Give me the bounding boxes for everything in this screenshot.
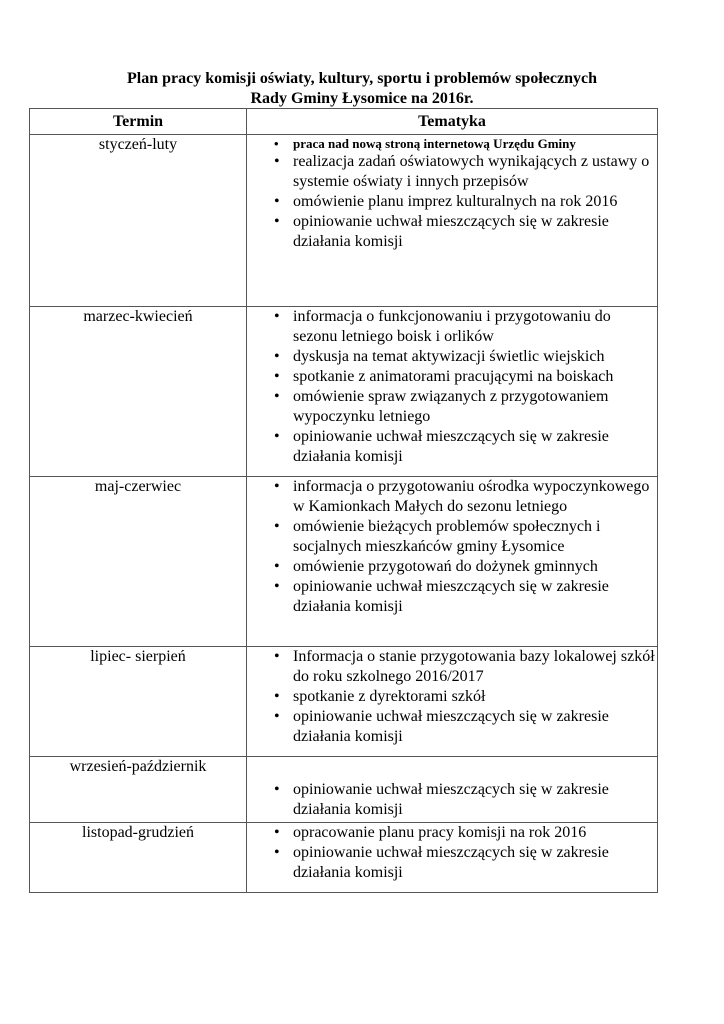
topics-cell: [247, 647, 658, 757]
topic-text: informacja o funkcjonowaniu i przygotowaniu do sezonu letniego boisk i orlików: [293, 308, 611, 345]
bullet-icon: •: [274, 348, 280, 365]
table-row: [30, 477, 658, 647]
bullet-icon: •: [274, 368, 280, 385]
topic-list: [247, 647, 657, 747]
bullet-icon: •: [274, 153, 280, 170]
table-row: [30, 135, 658, 307]
list-item: [274, 707, 657, 747]
table-row: [30, 647, 658, 757]
topic-text: praca nad nową stroną internetową Urzędu Gminy: [293, 136, 576, 151]
list-item: [274, 387, 657, 427]
topic-text: opiniowanie uchwał mieszczących się w zakresie działania komisji: [293, 844, 609, 881]
bullet-icon: •: [274, 558, 280, 575]
header-termin: Termin: [30, 109, 247, 135]
bullet-icon: •: [274, 213, 280, 230]
topics-cell: [247, 307, 658, 477]
list-item: [274, 307, 657, 347]
topic-text: omówienie przygotowań do dożynek gminnych: [293, 558, 598, 575]
term-cell: styczeń-luty: [30, 135, 247, 307]
list-item: [274, 517, 657, 557]
list-item: [274, 192, 657, 212]
topic-text: opiniowanie uchwał mieszczących się w zakresie działania komisji: [293, 428, 609, 465]
bullet-icon: •: [274, 578, 280, 595]
list-item: [274, 843, 657, 883]
topic-list: [247, 823, 657, 883]
bullet-icon: •: [274, 478, 280, 495]
list-item: [274, 135, 657, 152]
topic-text: realizacja zadań oświatowych wynikających z ustawy o systemie oświaty i innych przepisów: [293, 153, 650, 190]
topics-cell: [247, 757, 658, 823]
bullet-icon: •: [274, 688, 280, 705]
topic-text: spotkanie z dyrektorami szkół: [293, 688, 486, 705]
bullet-icon: •: [274, 781, 280, 798]
topic-text: omówienie bieżących problemów społecznych i socjalnych mieszkańców gminy Łysomice: [293, 518, 601, 555]
term-cell: lipiec- sierpień: [30, 647, 247, 757]
list-item: [274, 687, 657, 707]
list-item: [274, 577, 657, 617]
topics-cell: [247, 477, 658, 647]
list-item: [274, 477, 657, 517]
bullet-icon: •: [274, 428, 280, 445]
term-cell: maj-czerwiec: [30, 477, 247, 647]
list-item: [274, 212, 657, 252]
topic-list: [247, 307, 657, 467]
bullet-icon: •: [274, 388, 280, 405]
term-cell: marzec-kwiecień: [30, 307, 247, 477]
topic-text: opiniowanie uchwał mieszczących się w zakresie działania komisji: [293, 781, 609, 818]
table-row: [30, 823, 658, 893]
term-cell: listopad-grudzień: [30, 823, 247, 893]
bullet-icon: •: [274, 824, 280, 841]
title-line-1: Plan pracy komisji oświaty, kultury, sportu i problemów społecznych: [127, 70, 597, 87]
bullet-icon: •: [274, 844, 280, 861]
bullet-icon: •: [274, 193, 280, 210]
list-item: [274, 347, 657, 367]
table-header-row: [30, 109, 658, 135]
topic-text: informacja o przygotowaniu ośrodka wypoczynkowego w Kamionkach Małych do sezonu letniego: [293, 478, 650, 515]
topic-text: spotkanie z animatorami pracującymi na boiskach: [293, 368, 614, 385]
topic-list: [247, 135, 657, 252]
list-item: [274, 152, 657, 192]
topic-list: [247, 477, 657, 617]
document-title: [0, 69, 724, 109]
bullet-icon: •: [274, 648, 280, 665]
table-row: [30, 757, 658, 823]
bullet-icon: •: [274, 518, 280, 535]
topic-text: omówienie spraw związanych z przygotowaniem wypoczynku letniego: [293, 388, 609, 425]
header-tematyka: Tematyka: [247, 109, 658, 135]
topic-text: opiniowanie uchwał mieszczących się w zakresie działania komisji: [293, 708, 609, 745]
topic-text: opracowanie planu pracy komisji na rok 2016: [293, 824, 587, 841]
topic-text: Informacja o stanie przygotowania bazy lokalowej szkół do roku szkolnego 2016/2017: [293, 648, 655, 685]
table-row: [30, 307, 658, 477]
topic-text: dyskusja na temat aktywizacji świetlic wiejskich: [293, 348, 605, 365]
term-cell: wrzesień-październik: [30, 757, 247, 823]
list-item: [274, 367, 657, 387]
list-item: [274, 780, 657, 820]
work-plan-table: [29, 108, 658, 893]
topic-text: opiniowanie uchwał mieszczących się w zakresie działania komisji: [293, 578, 609, 615]
topics-cell: [247, 823, 658, 893]
title-line-2: Rady Gminy Łysomice na 2016r.: [250, 90, 474, 107]
list-item: [274, 427, 657, 467]
topic-list: [247, 780, 657, 820]
topic-text: opiniowanie uchwał mieszczących się w zakresie działania komisji: [293, 213, 609, 250]
list-item: [274, 557, 657, 577]
list-item: [274, 647, 657, 687]
topics-cell: [247, 135, 658, 307]
bullet-icon: •: [274, 308, 280, 325]
topic-text: omówienie planu imprez kulturalnych na rok 2016: [293, 193, 618, 210]
list-item: [274, 823, 657, 843]
bullet-icon: •: [274, 708, 280, 725]
bullet-icon: •: [274, 136, 279, 151]
